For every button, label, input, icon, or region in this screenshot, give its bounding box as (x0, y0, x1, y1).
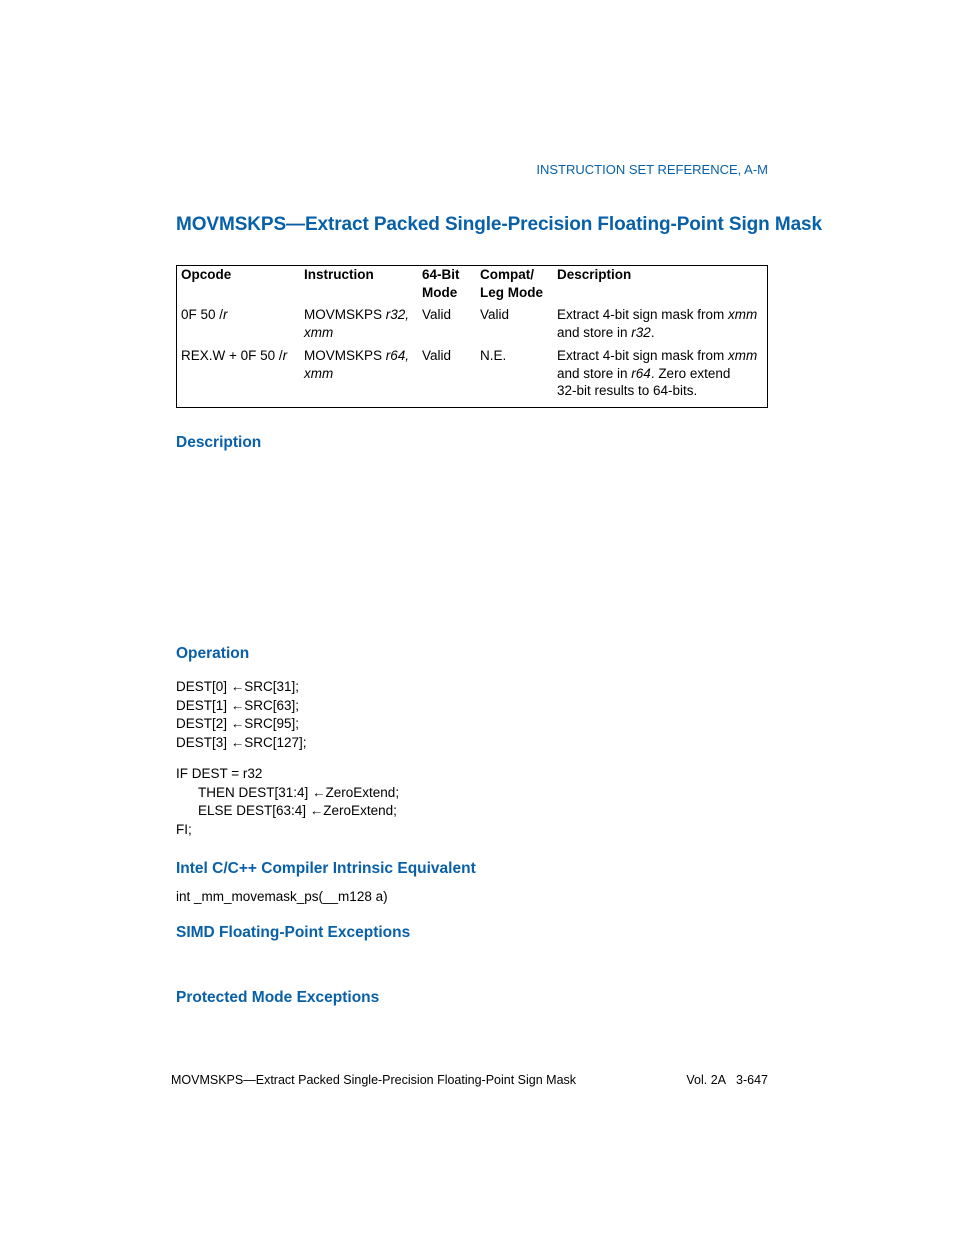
desc-text: . Zero extend (650, 365, 731, 381)
table-header-row (177, 266, 768, 307)
desc-italic: r64 (631, 365, 651, 381)
code-line: DEST[1] ←SRC[63]; (176, 697, 300, 713)
cell-instruction (300, 306, 418, 347)
cell-description (553, 306, 768, 347)
operation-code-block-2 (176, 765, 399, 839)
opcode-suffix: r (223, 307, 228, 322)
cell-64bit: Valid (422, 348, 452, 363)
cell-opcode (177, 347, 301, 407)
section-heading-operation: Operation (176, 645, 250, 662)
code-line: THEN DEST[31:4] ←ZeroExtend; (198, 784, 400, 800)
col-header-description: Description (557, 267, 632, 282)
mnemonic: MOVMSKPS (304, 348, 386, 363)
col-header-64bit: 64-Bit Mode (422, 267, 460, 300)
footer-title: MOVMSKPS—Extract Packed Single-Precision Floating-Point Sign Mask (171, 1073, 577, 1087)
code-line: FI; (176, 821, 192, 837)
col-header-instruction: Instruction (304, 267, 374, 282)
desc-italic: xmm (728, 348, 758, 363)
desc-italic: r32 (631, 324, 651, 340)
section-heading-simd-exceptions: SIMD Floating-Point Exceptions (176, 924, 411, 941)
desc-text: Extract 4-bit sign mask from (557, 307, 729, 322)
opcode-table (176, 265, 768, 408)
code-line: IF DEST = r32 (176, 766, 263, 781)
footer-page-number: 3-647 (736, 1073, 768, 1087)
code-line: DEST[0] ←SRC[31]; (176, 679, 300, 694)
desc-text: 32-bit results to 64-bits. (557, 383, 698, 398)
operands: r32, xmm (304, 307, 410, 340)
opcode-text: 0F 50 / (181, 307, 224, 322)
mnemonic: MOVMSKPS (304, 307, 386, 322)
desc-text: and store in (557, 365, 632, 381)
operands: r64, xmm (304, 348, 410, 381)
code-line: DEST[3] ←SRC[127]; (176, 734, 307, 750)
table-row (177, 306, 768, 347)
desc-text: . (650, 324, 655, 340)
cell-64bit: Valid (422, 307, 452, 322)
col-header-compat: Compat/ Leg Mode (480, 267, 543, 300)
footer-page-info (686, 1073, 768, 1087)
desc-text: and store in (557, 324, 632, 340)
intrinsic-code: int _mm_movemask_ps(__m128 a) (176, 889, 388, 904)
code-line: ELSE DEST[63:4] ←ZeroExtend; (198, 803, 397, 818)
section-heading-description: Description (176, 434, 262, 451)
desc-text: Extract 4-bit sign mask from (557, 348, 729, 363)
cell-compat: N.E. (480, 348, 507, 363)
table-row (177, 347, 768, 407)
page-title: MOVMSKPS—Extract Packed Single-Precision Floating-Point Sign Mask (176, 214, 822, 235)
running-header: INSTRUCTION SET REFERENCE, A-M (536, 162, 768, 177)
section-heading-protected-mode: Protected Mode Exceptions (176, 989, 380, 1006)
opcode-suffix: r (282, 348, 288, 363)
opcode-text: REX.W + 0F 50 / (181, 348, 283, 363)
cell-description (553, 347, 768, 407)
desc-italic: xmm (728, 307, 758, 322)
cell-instruction (300, 347, 418, 407)
cell-opcode (177, 306, 301, 347)
footer-volume: Vol. 2A (686, 1073, 727, 1087)
section-heading-intrinsic: Intel C/C++ Compiler Intrinsic Equivalent (176, 860, 476, 877)
cell-compat: Valid (480, 307, 510, 322)
code-line: DEST[2] ←SRC[95]; (176, 716, 300, 731)
col-header-opcode: Opcode (181, 267, 232, 282)
operation-code-block (176, 678, 307, 752)
